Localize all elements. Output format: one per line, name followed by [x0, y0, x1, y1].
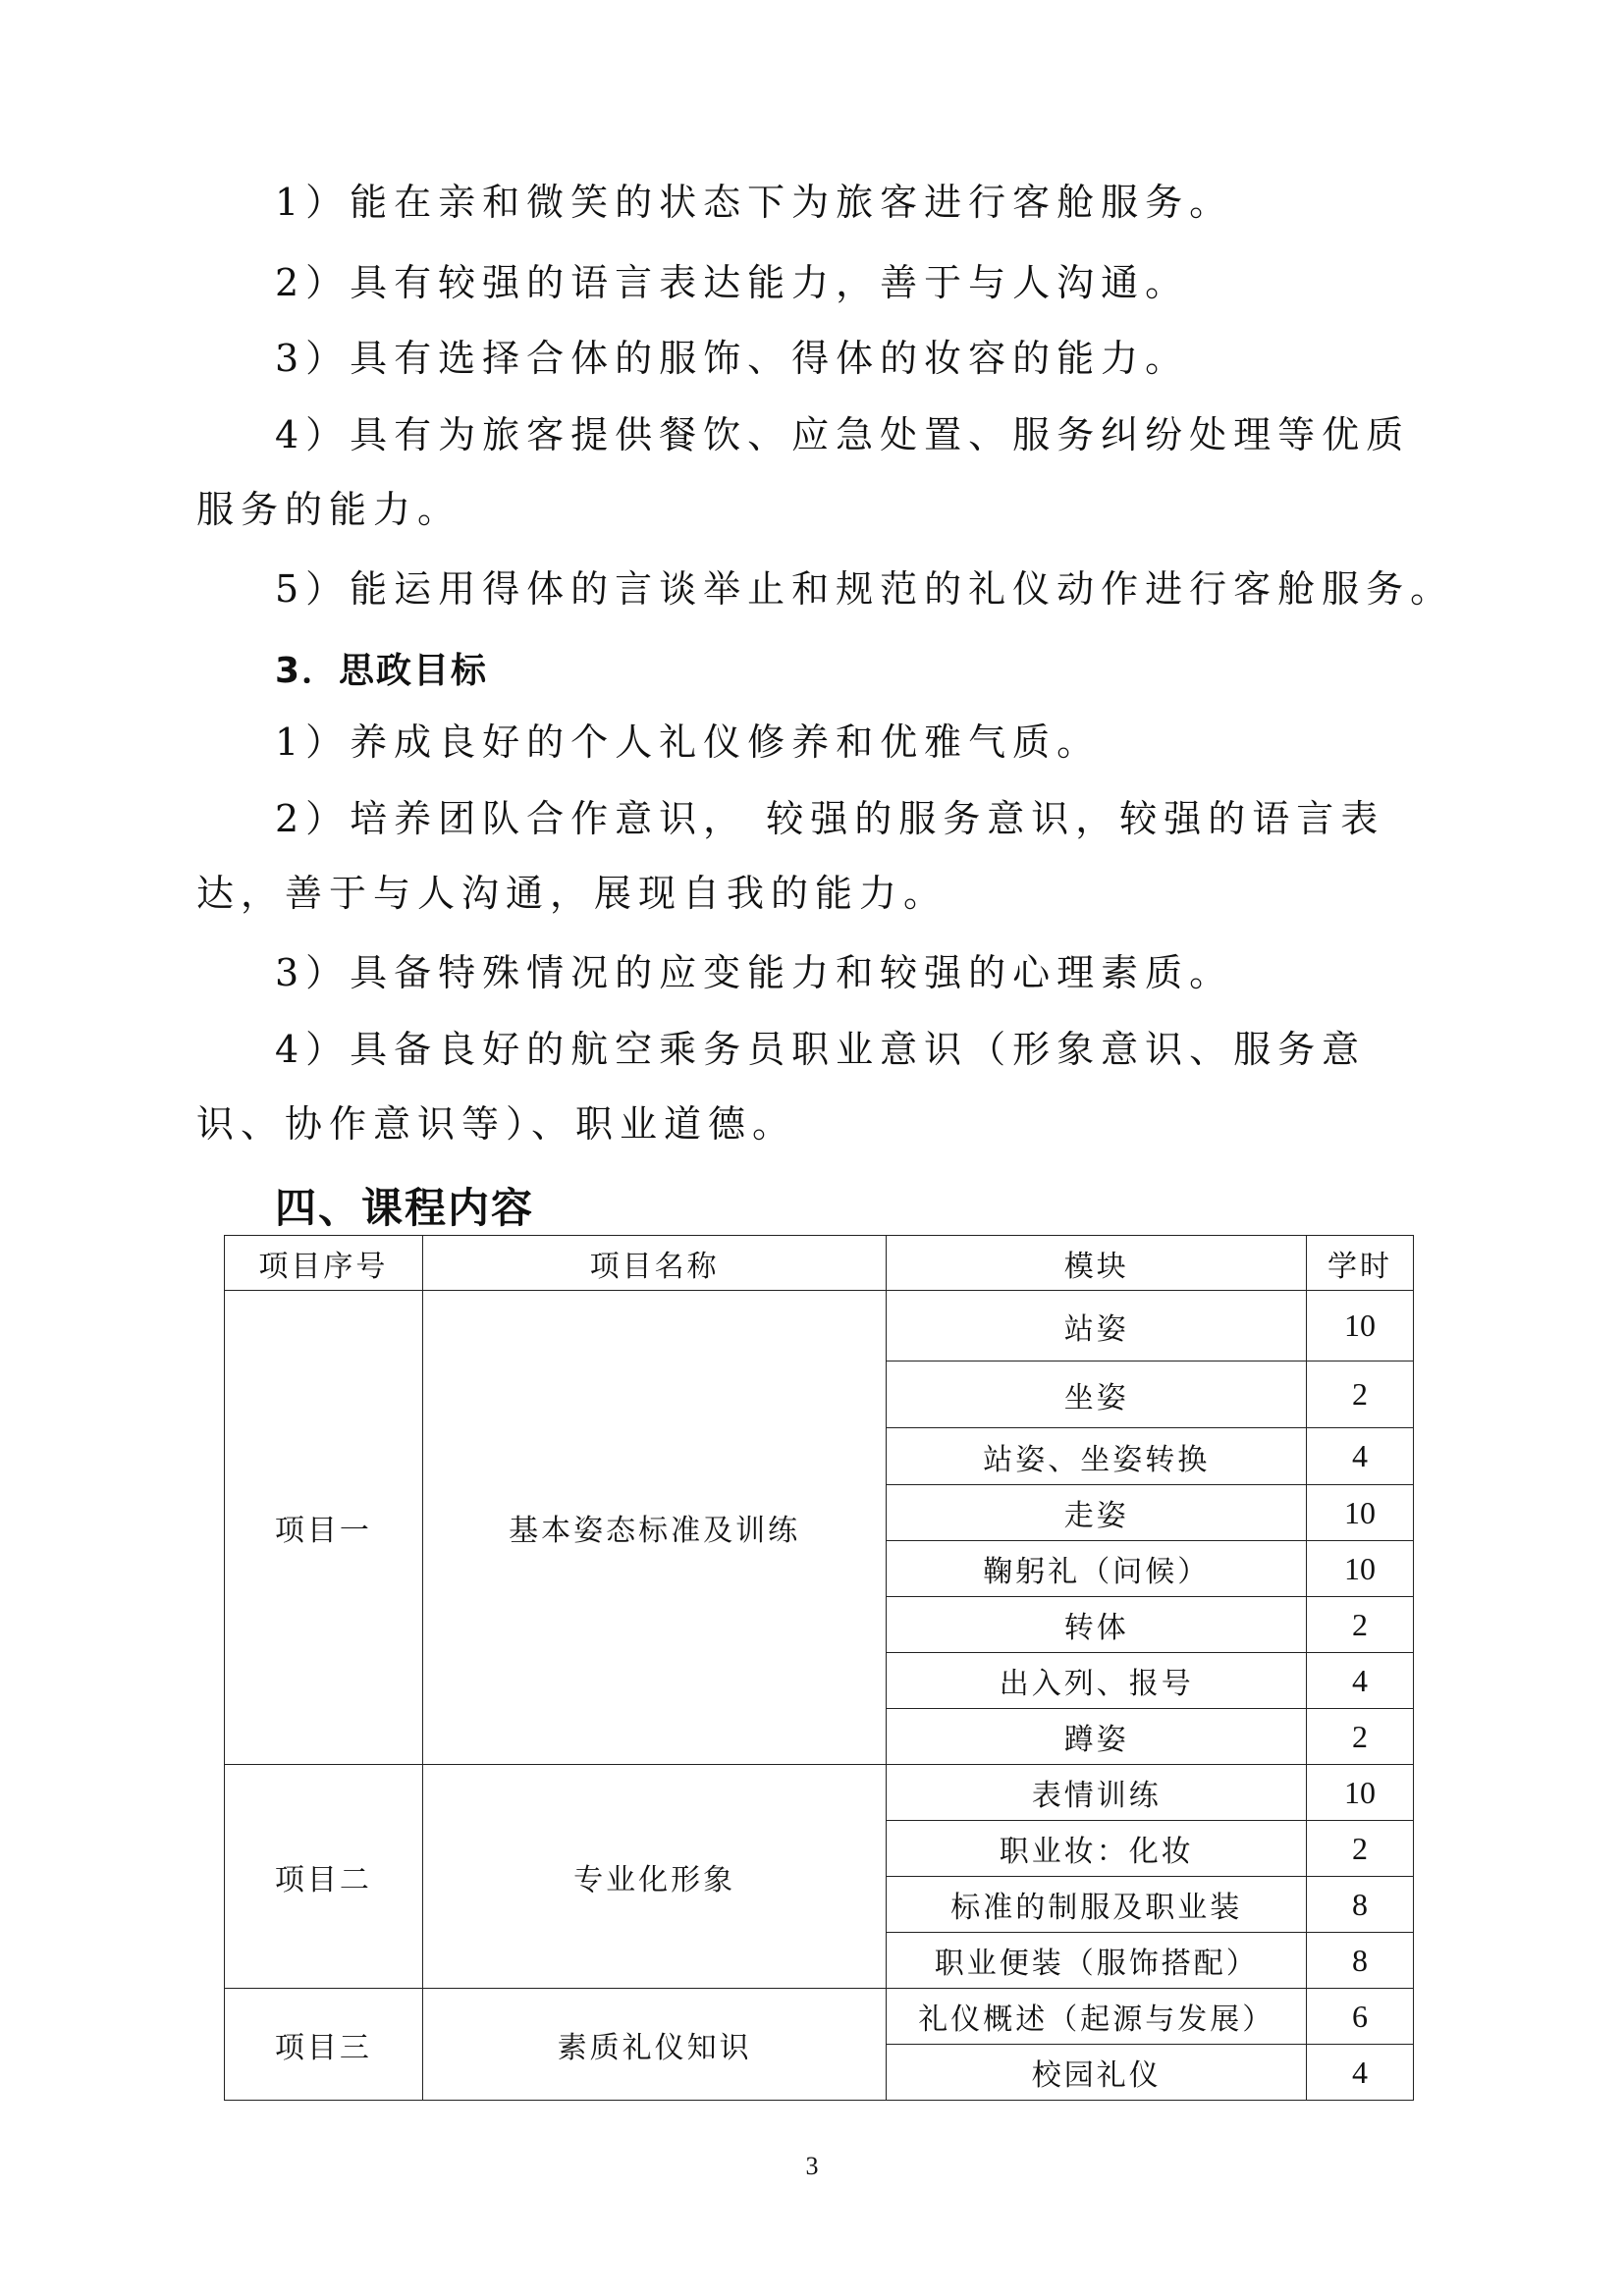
module-cell: 坐姿	[887, 1362, 1307, 1428]
hours-cell: 8	[1307, 1933, 1414, 1989]
table-row	[225, 1291, 1414, 1362]
project-id-cell: 项目二	[225, 1765, 423, 1989]
module-cell: 标准的制服及职业装	[887, 1877, 1307, 1933]
ideology-item-4: 4）具备良好的航空乘务员职业意识（形象意识、服务意识、协作意识等）、职业道德。	[196, 1028, 1367, 1146]
header-project-name: 项目名称	[422, 1236, 887, 1291]
skill-item-2: 2）具有较强的语言表达能力，善于与人沟通。	[275, 261, 1190, 304]
hours-cell: 2	[1307, 1362, 1414, 1428]
skill-item-5: 5）能运用得体的言谈举止和规范的礼仪动作进行客舱服务。	[275, 567, 1455, 611]
hours-cell: 10	[1307, 1541, 1414, 1597]
hours-cell: 10	[1307, 1765, 1414, 1821]
ideology-item-3: 3）具备特殊情况的应变能力和较强的心理素质。	[275, 951, 1234, 994]
project-id-cell: 项目三	[225, 1989, 423, 2101]
module-cell: 站姿	[887, 1291, 1307, 1362]
ideology-item-1: 1）养成良好的个人礼仪修养和优雅气质。	[275, 721, 1102, 764]
hours-cell: 4	[1307, 1653, 1414, 1709]
module-cell: 站姿、坐姿转换	[887, 1428, 1307, 1485]
hours-cell: 10	[1307, 1485, 1414, 1541]
header-project-id: 项目序号	[225, 1236, 423, 1291]
module-cell: 职业妆：化妆	[887, 1821, 1307, 1877]
hours-cell: 2	[1307, 1821, 1414, 1877]
project-name-cell: 素质礼仪知识	[422, 1989, 887, 2101]
hours-cell: 2	[1307, 1597, 1414, 1653]
module-cell: 出入列、报号	[887, 1653, 1307, 1709]
hours-cell: 8	[1307, 1877, 1414, 1933]
table-row	[225, 1989, 1414, 2045]
hours-cell: 10	[1307, 1291, 1414, 1362]
module-cell: 转体	[887, 1597, 1307, 1653]
ideology-heading: 3．思政目标	[275, 651, 489, 691]
hours-cell: 4	[1307, 1428, 1414, 1485]
header-hours: 学时	[1307, 1236, 1414, 1291]
skill-item-1: 1）能在亲和微笑的状态下为旅客进行客舱服务。	[275, 181, 1234, 224]
ideology-item-2: 2）培养团队合作意识， 较强的服务意识，较强的语言表达，善于与人沟通，展现自我的能力。	[196, 797, 1385, 915]
skill-item-4: 4）具有为旅客提供餐饮、应急处置、服务纠纷处理等优质服务的能力。	[196, 413, 1411, 531]
hours-cell: 2	[1307, 1709, 1414, 1765]
page-number: 3	[805, 2152, 819, 2180]
table-header-row	[225, 1236, 1414, 1291]
skill-item-3: 3）具有选择合体的服饰、得体的妆容的能力。	[275, 337, 1190, 380]
project-name-cell: 专业化形象	[422, 1765, 887, 1989]
module-cell: 校园礼仪	[887, 2045, 1307, 2101]
module-cell: 礼仪概述（起源与发展）	[887, 1989, 1307, 2045]
project-id-cell: 项目一	[225, 1291, 423, 1765]
table-row	[225, 1765, 1414, 1821]
module-cell: 表情训练	[887, 1765, 1307, 1821]
module-cell: 走姿	[887, 1485, 1307, 1541]
hours-cell: 6	[1307, 1989, 1414, 2045]
hours-cell: 4	[1307, 2045, 1414, 2101]
project-name-cell: 基本姿态标准及训练	[422, 1291, 887, 1765]
course-content-table	[224, 1235, 1414, 2101]
module-cell: 蹲姿	[887, 1709, 1307, 1765]
section-heading: 四、课程内容	[275, 1184, 535, 1232]
module-cell: 职业便装（服饰搭配）	[887, 1933, 1307, 1989]
header-module: 模块	[887, 1236, 1307, 1291]
module-cell: 鞠躬礼（问候）	[887, 1541, 1307, 1597]
